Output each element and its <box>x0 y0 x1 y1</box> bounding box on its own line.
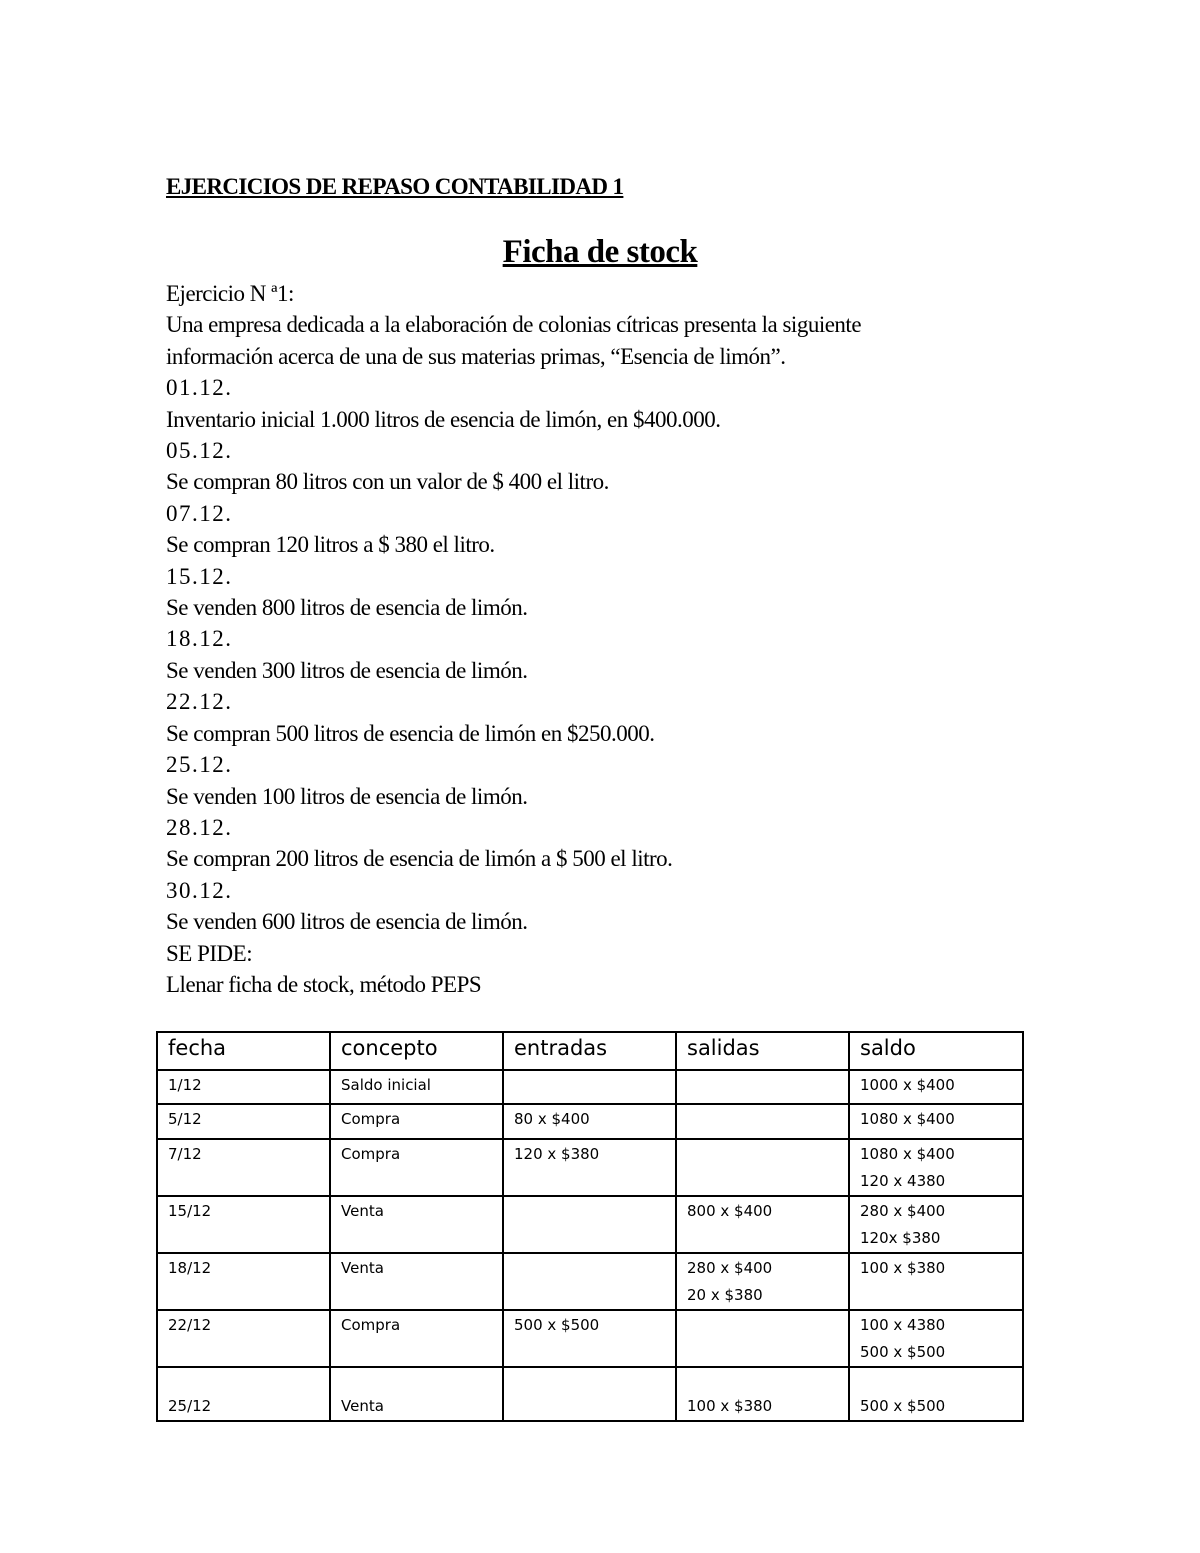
cell-salidas <box>676 1104 849 1139</box>
cell-value: 280 x $400 <box>687 1259 773 1277</box>
document-header: EJERCICIOS DE REPASO CONTABILIDAD 1 <box>166 174 624 199</box>
cell-value: 500 x $500 <box>860 1343 946 1361</box>
text-line: SE PIDE: <box>166 940 253 966</box>
cell-value: 25/12 <box>168 1397 212 1415</box>
cell-salidas <box>676 1367 849 1421</box>
date-line: 25.12. <box>166 752 233 778</box>
cell-saldo <box>849 1310 1023 1367</box>
column-header-concepto: concepto <box>330 1032 503 1070</box>
text-line: Se compran 200 litros de esencia de limón a $ 500 el litro. <box>166 846 673 872</box>
text-line: Se compran 500 litros de esencia de limón en $250.000. <box>166 720 655 746</box>
cell-entradas <box>503 1196 676 1253</box>
cell-value: 1000 x $400 <box>860 1076 955 1094</box>
cell-value: Saldo inicial <box>341 1076 431 1094</box>
cell-value: 1080 x $400 <box>860 1110 955 1128</box>
table-header-row <box>157 1032 1023 1070</box>
cell-entradas <box>503 1310 676 1367</box>
cell-entradas <box>503 1070 676 1104</box>
exercise-statement <box>166 278 1066 1000</box>
cell-value: 100 x $380 <box>860 1259 946 1277</box>
text-line: Se venden 600 litros de esencia de limón. <box>166 909 528 935</box>
cell-value: Compra <box>341 1110 401 1128</box>
cell-value: 500 x $500 <box>860 1397 946 1415</box>
cell-entradas <box>503 1139 676 1196</box>
text-line: Ejercicio N ª1: <box>166 281 294 306</box>
cell-fecha <box>157 1104 330 1139</box>
cell-salidas <box>676 1310 849 1367</box>
column-header-entradas: entradas <box>503 1032 676 1070</box>
date-line: 15.12. <box>166 563 233 589</box>
column-header-saldo: saldo <box>849 1032 1023 1070</box>
cell-value: 120x $380 <box>860 1229 941 1247</box>
cell-value: Venta <box>341 1397 384 1415</box>
cell-fecha <box>157 1139 330 1196</box>
date-line: 22.12. <box>166 689 233 715</box>
cell-concepto <box>330 1104 503 1139</box>
cell-salidas <box>676 1253 849 1310</box>
cell-value: 120 x $380 <box>514 1145 600 1163</box>
cell-saldo <box>849 1253 1023 1310</box>
cell-value: 280 x $400 <box>860 1202 946 1220</box>
cell-value: 7/12 <box>168 1145 202 1163</box>
cell-fecha <box>157 1310 330 1367</box>
cell-value: 1080 x $400 <box>860 1145 955 1163</box>
cell-value: 15/12 <box>168 1202 212 1220</box>
table-row <box>157 1253 1023 1310</box>
text-line: Una empresa dedicada a la elaboración de colonias cítricas presenta la siguiente <box>166 312 862 338</box>
cell-saldo <box>849 1367 1023 1421</box>
cell-entradas <box>503 1367 676 1421</box>
cell-value: 800 x $400 <box>687 1202 773 1220</box>
cell-entradas <box>503 1253 676 1310</box>
cell-value: Compra <box>341 1316 401 1334</box>
cell-saldo <box>849 1196 1023 1253</box>
cell-value: Venta <box>341 1202 384 1220</box>
cell-value: Venta <box>341 1259 384 1277</box>
cell-concepto <box>330 1310 503 1367</box>
cell-fecha <box>157 1196 330 1253</box>
text-line: información acerca de una de sus materias primas, “Esencia de limón”. <box>166 343 786 369</box>
cell-value: 120 x 4380 <box>860 1172 946 1190</box>
cell-salidas <box>676 1070 849 1104</box>
cell-concepto <box>330 1139 503 1196</box>
cell-saldo <box>849 1070 1023 1104</box>
cell-salidas <box>676 1139 849 1196</box>
cell-value: 100 x 4380 <box>860 1316 946 1334</box>
stock-card-table <box>156 1031 1024 1422</box>
date-line: 30.12. <box>166 877 233 903</box>
cell-fecha <box>157 1367 330 1421</box>
table-body <box>157 1070 1023 1421</box>
column-header-fecha: fecha <box>157 1032 330 1070</box>
column-header-salidas: salidas <box>676 1032 849 1070</box>
cell-value: 5/12 <box>168 1110 202 1128</box>
table-row <box>157 1367 1023 1421</box>
date-line: 18.12. <box>166 626 233 652</box>
text-line: Se venden 300 litros de esencia de limón. <box>166 657 528 683</box>
cell-value: 500 x $500 <box>514 1316 600 1334</box>
table-row <box>157 1070 1023 1104</box>
text-line: Se venden 100 litros de esencia de limón. <box>166 783 528 809</box>
table-row <box>157 1104 1023 1139</box>
text-line: Se venden 800 litros de esencia de limón. <box>166 595 528 621</box>
cell-value: 22/12 <box>168 1316 212 1334</box>
cell-value: 100 x $380 <box>687 1397 773 1415</box>
cell-value: 20 x $380 <box>687 1286 763 1304</box>
cell-value: 80 x $400 <box>514 1110 590 1128</box>
cell-value: 1/12 <box>168 1076 202 1094</box>
date-line: 01.12. <box>166 375 233 401</box>
text-line: Inventario inicial 1.000 litros de esencia de limón, en $400.000. <box>166 406 721 432</box>
text-line: Llenar ficha de stock, método PEPS <box>166 971 482 997</box>
table-row <box>157 1139 1023 1196</box>
cell-concepto <box>330 1253 503 1310</box>
cell-saldo <box>849 1104 1023 1139</box>
cell-salidas <box>676 1196 849 1253</box>
date-line: 07.12. <box>166 500 233 526</box>
cell-concepto <box>330 1196 503 1253</box>
cell-concepto <box>330 1367 503 1421</box>
text-line: Se compran 120 litros a $ 380 el litro. <box>166 532 495 558</box>
date-line: 05.12. <box>166 438 233 464</box>
cell-value: Compra <box>341 1145 401 1163</box>
cell-value: 18/12 <box>168 1259 212 1277</box>
date-line: 28.12. <box>166 814 233 840</box>
cell-saldo <box>849 1139 1023 1196</box>
cell-entradas <box>503 1104 676 1139</box>
cell-fecha <box>157 1253 330 1310</box>
text-line: Se compran 80 litros con un valor de $ 400 el litro. <box>166 469 609 495</box>
table-row <box>157 1310 1023 1367</box>
page-title: Ficha de stock <box>502 234 698 270</box>
cell-concepto <box>330 1070 503 1104</box>
table-row <box>157 1196 1023 1253</box>
cell-fecha <box>157 1070 330 1104</box>
